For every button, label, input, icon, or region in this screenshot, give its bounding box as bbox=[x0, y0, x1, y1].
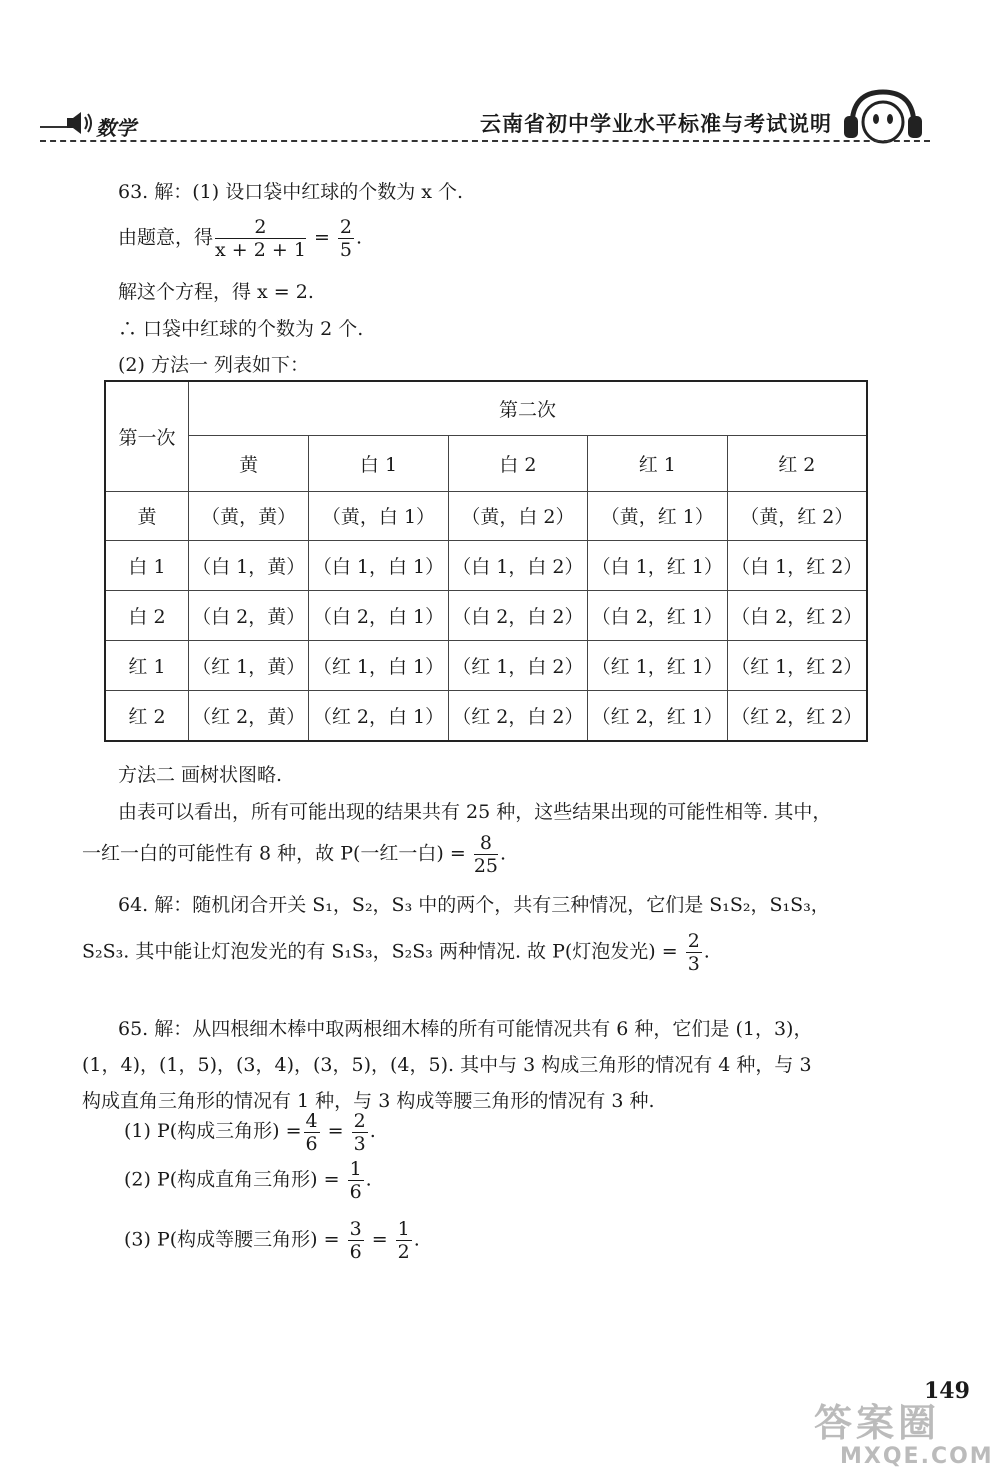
fraction bbox=[348, 1158, 364, 1203]
fraction bbox=[215, 216, 306, 261]
denominator: 3 bbox=[353, 1132, 366, 1155]
period: . bbox=[703, 940, 710, 963]
denominator: 3 bbox=[687, 953, 700, 975]
equals-sign: = bbox=[321, 1120, 350, 1142]
q63-method2: 方法二 画树状图略. bbox=[118, 764, 283, 786]
q65-line2: (1，4)，(1，5)，(3，4)，(3，5)，(4，5). 其中与 3 构成三角形的情况有 4 种，与 3 bbox=[82, 1054, 812, 1076]
table-cell: （白 1，黄） bbox=[189, 541, 309, 591]
numerator: 1 bbox=[397, 1218, 410, 1240]
table-row-label: 白 2 bbox=[105, 591, 189, 641]
q64-line1: 64. 解：随机闭合开关 S₁，S₂，S₃ 中的两个，共有三种情况，它们是 S₁S₂，S₁S₃， bbox=[118, 894, 830, 916]
q65-part3 bbox=[124, 1218, 420, 1263]
table-row-label: 黄 bbox=[105, 491, 189, 541]
speaker-icon bbox=[66, 110, 94, 136]
table-cell: （红 1，红 2） bbox=[727, 640, 867, 690]
header-subject: 数学 bbox=[96, 116, 136, 140]
table-column-header: 红 1 bbox=[588, 435, 727, 491]
table-row bbox=[105, 491, 867, 541]
numerator: 8 bbox=[474, 832, 498, 855]
q63-line5: (2) 方法一 列表如下： bbox=[118, 354, 309, 376]
q63-summary-prefix: 一红一白的可能性有 8 种，故 P(一红一白) = bbox=[82, 842, 472, 865]
equals-sign: = bbox=[307, 226, 336, 249]
denominator: 25 bbox=[473, 855, 499, 877]
table-cell: （白 2，黄） bbox=[189, 591, 309, 641]
numerator: 2 bbox=[687, 930, 700, 952]
table-corner: 第一次 bbox=[105, 381, 189, 491]
table-cell: （红 2，白 2） bbox=[448, 690, 587, 741]
table-group-header: 第二次 bbox=[189, 381, 868, 435]
numerator: 1 bbox=[349, 1158, 362, 1180]
q63-summary-line1: 由表可以看出，所有可能出现的结果共有 25 种，这些结果出现的可能性相等. 其中， bbox=[118, 801, 832, 823]
numerator: 4 bbox=[305, 1109, 318, 1132]
table-cell: （黄，白 1） bbox=[309, 491, 448, 541]
table-cell: （白 2，白 1） bbox=[309, 591, 448, 641]
q64-line2-prefix: S₂S₃. 其中能让灯泡发光的有 S₁S₃，S₂S₃ 两种情况. 故 P(灯泡发光) = bbox=[82, 940, 684, 963]
q64-line2 bbox=[82, 930, 710, 975]
table-cell: （红 2，红 1） bbox=[588, 690, 727, 741]
denominator: 6 bbox=[305, 1132, 318, 1155]
denominator: 6 bbox=[349, 1241, 362, 1263]
fraction bbox=[338, 216, 354, 261]
table-cell: （红 2，白 1） bbox=[309, 690, 448, 741]
table-cell: （白 2，红 1） bbox=[588, 591, 727, 641]
watermark-line1: 答案圈 bbox=[814, 1401, 941, 1445]
q65-part2 bbox=[124, 1158, 372, 1203]
q63-line1: 63. 解：(1) 设口袋中红球的个数为 x 个. bbox=[118, 181, 464, 203]
q65-line1: 65. 解：从四根细木棒中取两根细木棒的所有可能情况共有 6 种，它们是 (1，3)， bbox=[118, 1018, 813, 1040]
table-row bbox=[105, 591, 867, 641]
watermark-line2: MXQE.COM bbox=[840, 1444, 994, 1469]
page-number: 149 bbox=[924, 1378, 970, 1404]
fraction bbox=[304, 1110, 320, 1155]
period: . bbox=[413, 1228, 420, 1251]
numerator: 2 bbox=[339, 216, 352, 238]
fraction bbox=[396, 1218, 412, 1263]
q65-part1 bbox=[124, 1096, 376, 1155]
outcome-table bbox=[104, 380, 868, 742]
table-column-header: 白 2 bbox=[448, 435, 587, 491]
q63-line4: ∴ 口袋中红球的个数为 2 个. bbox=[118, 318, 364, 340]
numerator: 3 bbox=[349, 1218, 362, 1240]
header-dashed-rule bbox=[40, 140, 930, 142]
q63-line2 bbox=[118, 216, 362, 261]
fraction bbox=[348, 1218, 364, 1263]
denominator: 5 bbox=[339, 239, 352, 261]
table-row-label: 白 1 bbox=[105, 541, 189, 591]
denominator: 2 bbox=[397, 1241, 410, 1263]
table-cell: （白 1，红 2） bbox=[727, 541, 867, 591]
table-cell: （红 1，红 1） bbox=[588, 640, 727, 690]
period: . bbox=[369, 1120, 376, 1142]
table-row-label: 红 1 bbox=[105, 640, 189, 690]
table-cell: （黄，白 2） bbox=[448, 491, 587, 541]
table-cell: （红 1，黄） bbox=[189, 640, 309, 690]
denominator: 6 bbox=[349, 1181, 362, 1203]
numerator: 2 bbox=[215, 216, 306, 239]
watermark bbox=[800, 1388, 994, 1478]
table-cell: （红 1，白 2） bbox=[448, 640, 587, 690]
header-book-title: 云南省初中学业水平标准与考试说明 bbox=[480, 112, 832, 136]
q65-part2-prefix: (2) P(构成直角三角形) = bbox=[124, 1168, 346, 1191]
q63-summary-line2 bbox=[82, 832, 506, 877]
table-column-header: 红 2 bbox=[727, 435, 867, 491]
table-cell: （白 1，白 2） bbox=[448, 541, 587, 591]
period: . bbox=[356, 226, 363, 249]
q63-line2-prefix: 由题意，得 bbox=[118, 226, 214, 249]
q63-line3: 解这个方程，得 x = 2. bbox=[118, 281, 314, 303]
table-row bbox=[105, 640, 867, 690]
numerator: 2 bbox=[353, 1109, 366, 1132]
q65-part3-prefix: (3) P(构成等腰三角形) = bbox=[124, 1228, 346, 1251]
table-row-label: 红 2 bbox=[105, 690, 189, 741]
table-cell: （白 2，白 2） bbox=[448, 591, 587, 641]
table-cell: （红 2，红 2） bbox=[727, 690, 867, 741]
fraction bbox=[352, 1110, 368, 1155]
table-cell: （白 1，白 1） bbox=[309, 541, 448, 591]
q65-line3: 构成直角三角形的情况有 1 种，与 3 构成等腰三角形的情况有 3 种. bbox=[82, 1090, 655, 1112]
q65-part1-prefix: (1) P(构成三角形) = bbox=[124, 1120, 302, 1142]
table-column-header: 白 1 bbox=[309, 435, 448, 491]
period: . bbox=[365, 1168, 372, 1191]
page-header bbox=[0, 0, 1000, 160]
period: . bbox=[500, 842, 507, 865]
table-cell: （红 2，黄） bbox=[189, 690, 309, 741]
table-row bbox=[105, 541, 867, 591]
table-row bbox=[105, 690, 867, 741]
fraction bbox=[686, 930, 702, 975]
table-cell: （黄，红 2） bbox=[727, 491, 867, 541]
table-cell: （白 2，红 2） bbox=[727, 591, 867, 641]
table-cell: （黄，黄） bbox=[189, 491, 309, 541]
table-cell: （白 1，红 1） bbox=[588, 541, 727, 591]
denominator: x + 2 + 1 bbox=[215, 239, 306, 261]
table-cell: （黄，红 1） bbox=[588, 491, 727, 541]
headphone-mascot-icon bbox=[840, 86, 926, 146]
table-cell: （红 1，白 1） bbox=[309, 640, 448, 690]
table-column-header: 黄 bbox=[189, 435, 309, 491]
fraction bbox=[474, 832, 498, 877]
equals-sign: = bbox=[365, 1228, 394, 1251]
